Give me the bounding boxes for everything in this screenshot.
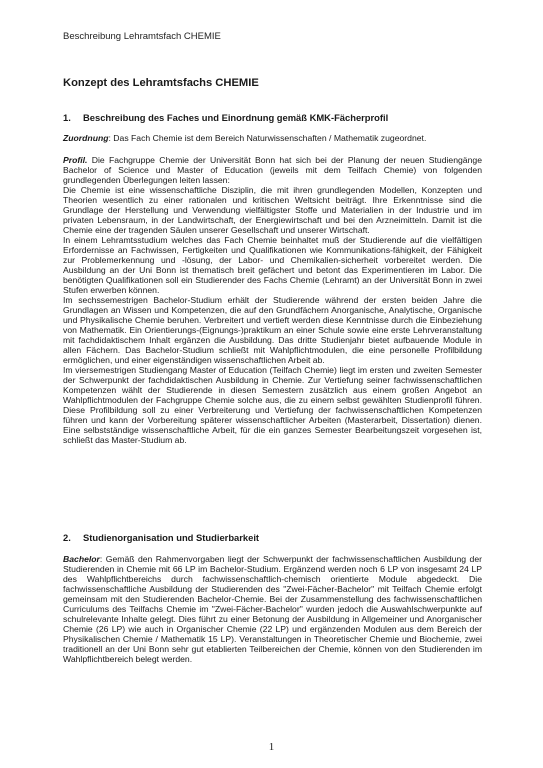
profil-intro-text: Die Fachgruppe Chemie der Universität Bonn hat sich bei der Planung der neuen Studiengänge Bachelor of Science und Master of Education (jeweils mit dem Teilfach Chemie) von folgenden grundlegenden Überlegungen leiten lassen: bbox=[63, 155, 482, 185]
bachelor-text: : Gemäß den Rahmenvorgaben liegt der Schwerpunkt der fachwissenschaftlichen Ausbildung der Studierenden in Chemie mit 66 LP im Bachelor-Studium. Ergänzend werden noch 6 LP von insgesamt 24 LP des Wahlpflichtbereichs durch fachwissenschaftlich-chemisch orientierte Module abgedeckt. Die fachwissenschaftliche Ausbildung der Studierenden des "Zwei-Fächer-Bachelor" mit Teilfach Chemie erfolgt gemeinsam mit den Studierenden Bachelor-Chemie. Bei der Zusammenstellung des fachwissenschaftlichen Curriculums des Teilfachs Chemie im "Zwei-Fächer-Bachelor" wurden jedoch die Auswahlschwerpunkte auf schulrelevante Inhalte gelegt. Dies führt zu einer Betonung der Ausbildung in Allgemeiner und Anorganischer Chemie (26 LP) wie auch in Organischer Chemie (22 LP) und ergänzenden Modulen aus dem Bereich der Physikalischen Chemie / Mathematik 15 LP). Veranstaltungen in Theoretischer Chemie und Biochemie, zwei traditionell an der Uni Bonn sehr gut etablierten Teilbereichen der Chemie, können von den Studierenden im Wahlpflichtbereich belegt werden. bbox=[63, 554, 482, 664]
section-2-number: 2. bbox=[63, 532, 71, 543]
section-1-title: Beschreibung des Faches und Einordnung gemäß KMK-Fächerprofil bbox=[83, 112, 389, 123]
profil-paragraph-master: Im viersemestrigen Studiengang Master of Education (Teilfach Chemie) liegt im ersten und zweiten Semester der Schwerpunkt der fachdidaktischen Ausbildung in Chemie. Zur Vertiefung seiner fachwissenschaftlichen Kompetenzen wählt der Studierende in diesen Semestern zusätzlich aus einem großen Angebot an Wahlpflichtmodulen der Fachgruppe Chemie solche aus, die zu einem selbst gewählten Studienprofil führen. Diese Profilbildung soll zu einer Verbreiterung und Vertiefung der fachwissenschaftlichen Kompetenzen führen und kann der Vorbereitung späterer wissenschaftlicher Arbeiten (Masterarbeit, Dissertation) dienen. Eine selbstständige wissenschaftliche Arbeit, für die ein ganzes Semester Bearbeitungszeit vorgesehen ist, schließt das Master-Studium ab. bbox=[63, 365, 482, 445]
section-1-heading bbox=[63, 112, 388, 123]
bachelor-paragraph bbox=[63, 554, 482, 664]
document-title: Konzept des Lehramtsfachs CHEMIE bbox=[63, 77, 259, 89]
running-header: Beschreibung Lehramtsfach CHEMIE bbox=[63, 31, 221, 42]
profil-paragraph-chemistry: Die Chemie ist eine wissenschaftliche Disziplin, die mit ihren grundlegenden Modellen, Konzepten und Theorien wesentlich zu einer rationalen und kritischen Weltsicht beiträgt. Ihre Erkenntnisse sind die Grundlage der Herstellung und Verwendung vielfältigster Stoffe und Materialien in der Industrie und im privaten Lebensraum, in der Landwirtschaft, der Energiewirtschaft und bei den Arzneimitteln. Damit ist die Chemie eine der tragenden Säulen unserer Gesellschaft und unserer Wirtschaft. bbox=[63, 185, 482, 235]
profil-label: Profil. bbox=[63, 155, 88, 165]
profil-intro bbox=[63, 155, 482, 185]
page-number: 1 bbox=[268, 741, 275, 753]
bachelor-label: Bachelor bbox=[63, 554, 100, 564]
section-2-title: Studienorganisation und Studierbarkeit bbox=[83, 532, 260, 543]
zuordnung-label: Zuordnung bbox=[63, 133, 109, 143]
profil-block bbox=[63, 155, 482, 445]
zuordnung-paragraph bbox=[63, 133, 482, 143]
zuordnung-text: : Das Fach Chemie ist dem Bereich Naturwissenschaften / Mathematik zugeordnet. bbox=[108, 133, 427, 143]
profil-paragraph-bachelor: Im sechssemestrigen Bachelor-Studium erhält der Studierende während der ersten beiden Jahre die Grundlagen an Wissen und Kompetenzen, die auf den Grundfächern Anorganische, Analytische, Organische und Physikalische Chemie beruhen. Verbreitert und vertieft werden diese Kenntnisse durch die Einbeziehung von Mathematik. Ein Orientierungs-(Eignungs-)praktikum an einer Schule sowie eine erste Lehrveranstaltung mit fachdidaktischem Inhalt ergänzen die Ausbildung. Das dritte Studienjahr bietet aufbauende Module in allen Fächern. Das Bachelor-Studium schließt mit Wahlpflichtmodulen, die eine personelle Profilbildung ermöglichen, und einer eigenständigen wissenschaftlichen Arbeit ab. bbox=[63, 295, 482, 365]
section-2-heading bbox=[63, 532, 259, 543]
profil-paragraph-lehramt: In einem Lehramtsstudium welches das Fach Chemie beinhaltet muß der Studierende auf die vielfältigen Erfordernisse an Fachwissen, Fertigkeiten und Qualifikationen wie Kommunikations-fähigkeit, der Fähigkeit zur Problemerkennung und -lösung, der Labor- und Chemikalien-sicherheit vorbereitet werden. Die Ausbildung an der Uni Bonn ist thematisch breit gefächert und betont das Experimentieren im Labor. Die benötigten Qualifikationen soll ein Studierender des Fachs Chemie (Lehramt) an der Universität Bonn in zwei Stufen erwerben können. bbox=[63, 235, 482, 295]
section-1-number: 1. bbox=[63, 112, 71, 123]
